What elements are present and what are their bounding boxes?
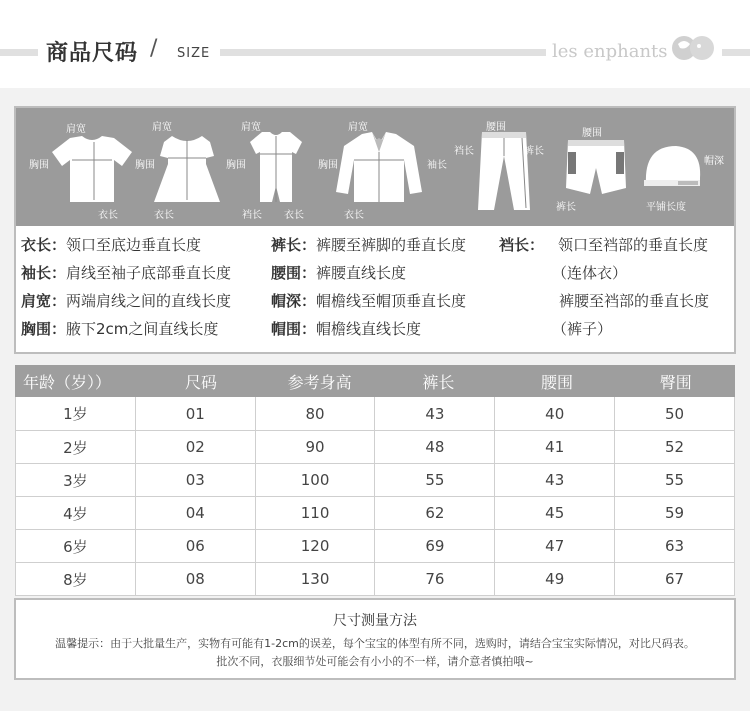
pants-waist-label: 腰围 [486,122,506,133]
shirt-shoulder-label: 肩宽 [66,124,86,135]
header-divider-mid [220,49,546,56]
column-header: 尺码 [185,372,218,392]
measurement-definitions [16,226,734,352]
romper-icon [248,130,304,204]
table-cell: 62 [374,497,494,529]
table-row [16,397,734,430]
table-cell: 59 [614,497,734,529]
table-cell: 110 [255,497,375,529]
header-divider-right [722,49,750,56]
definition-item: 帽围：帽檐线直线长度 [271,320,422,338]
table-cell: 90 [255,431,375,463]
table-cell: 130 [255,563,375,595]
header [0,0,750,88]
definition-note: （连体衣） [552,264,628,282]
definition-item: 腰围：裤腰直线长度 [271,264,407,282]
hat-depth-label: 帽深 [704,156,724,167]
page-subtitle: SIZE [177,46,211,61]
table-cell: 80 [255,397,375,430]
table-row [16,430,734,463]
table-row [16,463,734,496]
table-cell: 2岁 [63,438,88,457]
measurement-guide-panel [14,106,736,354]
definition-item: 裆长： 领口至裆部的垂直长度 [499,236,709,254]
table-cell: 6岁 [63,537,88,556]
table-cell: 08 [135,563,255,595]
table-cell: 03 [135,464,255,496]
table-cell: 67 [614,563,734,595]
table-cell: 55 [374,464,494,496]
jacket-length-label: 衣长 [344,210,364,221]
table-cell: 47 [494,530,614,562]
table-cell: 04 [135,497,255,529]
table-cell: 3岁 [63,471,88,490]
table-cell: 02 [135,431,255,463]
shorts-icon [564,138,628,196]
table-header [15,365,735,397]
table-cell: 43 [494,464,614,496]
table-cell: 49 [494,563,614,595]
table-cell: 120 [255,530,375,562]
definition-item: 胸围：腋下2cm之间直线长度 [21,320,219,338]
romper-crotch-label: 裆长 [242,210,262,221]
table-cell: 69 [374,530,494,562]
table-cell: 41 [494,431,614,463]
brand-name: les enphants [552,41,668,62]
table-cell: 01 [135,397,255,430]
header-divider-left [0,49,38,56]
definition-item: 肩宽：两端肩线之间的直线长度 [21,292,232,310]
definition-item: 袖长：肩线至袖子底部垂直长度 [21,264,232,282]
definition-item: 衣长：领口至底边垂直长度 [21,236,202,254]
table-cell: 63 [614,530,734,562]
hat-width-label: 平铺长度 [646,202,686,213]
table-cell: 76 [374,563,494,595]
shorts-waist-label: 腰围 [582,128,602,139]
definition-item: 裤长：裤腰至裤脚的垂直长度 [271,236,467,254]
column-header: 臀围 [659,372,692,392]
table-cell: 40 [494,397,614,430]
romper-chest-label: 胸围 [226,160,246,171]
measurement-note [14,598,736,680]
title-slash: / [150,36,158,61]
romper-shoulder-label: 肩宽 [241,122,261,133]
column-header: 腰围 [541,372,574,392]
garment-illustrations [16,108,734,226]
shirt-chest-label: 胸围 [29,160,49,171]
dress-icon [152,132,222,204]
shirt-length-label: 衣长 [98,210,118,221]
table-row [16,496,734,529]
brand-logo-icon [668,34,718,62]
dress-length-label: 衣长 [154,210,174,221]
table-row [16,562,734,595]
table-cell: 50 [614,397,734,430]
shorts-length-label: 裤长 [556,202,576,213]
romper-length-label: 衣长 [284,210,304,221]
table-cell: 100 [255,464,375,496]
column-header: 年龄（岁）） [23,372,112,392]
table-cell: 55 [614,464,734,496]
definition-item: 帽深：帽檐线至帽顶垂直长度 [271,292,467,310]
jacket-chest-label: 胸围 [318,160,338,171]
table-cell: 06 [135,530,255,562]
table-cell: 43 [374,397,494,430]
table-cell: 48 [374,431,494,463]
definition-note: （裤子） [552,320,613,338]
jacket-icon [334,130,424,204]
table-cell: 45 [494,497,614,529]
jacket-sleeve-label: 袖长 [427,160,447,171]
tshirt-icon [50,134,134,204]
table-body [15,397,735,596]
page-title: 商品尺码 [46,41,139,66]
dress-chest-label: 胸围 [135,160,155,171]
note-line-1: 温馨提示：由于大批量生产，实物有可能有1-2cm的误差，每个宝宝的体型有所不同，选购时，请结合宝宝实际情况，对比尺码表。 [55,637,695,650]
note-title: 尺寸测量方法 [333,613,417,629]
jacket-shoulder-label: 肩宽 [348,122,368,133]
table-cell: 1岁 [63,405,88,423]
column-header: 参考身高 [287,372,352,392]
table-cell: 52 [614,431,734,463]
pants-crotch-label: 裆长 [454,146,474,157]
column-header: 裤长 [422,372,455,392]
note-line-2: 批次不同，衣服细节处可能会有小小的不一样，请介意者慎拍哦~ [216,655,534,668]
pants-length-label: 裤长 [524,146,544,157]
hat-icon [640,142,704,192]
table-row [16,529,734,562]
table-cell: 4岁 [63,504,88,523]
dress-shoulder-label: 肩宽 [152,122,172,133]
table-cell: 8岁 [63,570,88,589]
definition-item: 裤腰至裆部的垂直长度 [559,292,710,310]
